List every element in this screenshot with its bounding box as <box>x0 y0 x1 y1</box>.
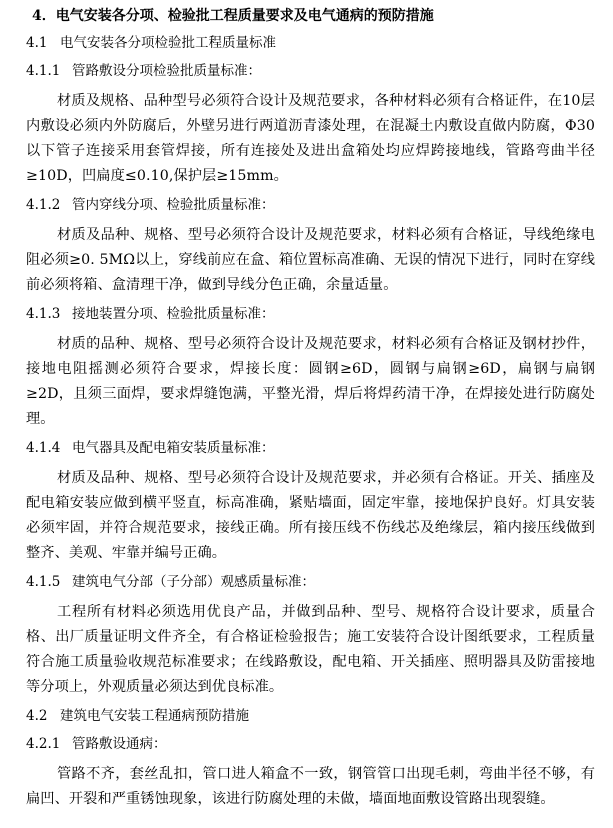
section-number: 4.2 <box>26 708 48 724</box>
section-number: 4.1.1 <box>26 63 61 79</box>
section-title: 管路敷设通病： <box>72 736 167 752</box>
section-heading-4-1-2 <box>26 195 595 215</box>
section-heading-4-2-1 <box>26 734 595 754</box>
paragraph-pipe-laying: 材质及规格、品种型号必须符合设计及规范要求，各种材料必须有合格证件，在10层内敷设必须内外防腐后，外壁另进行两道沥青漆处理，在混凝土内敷设直做内防腐，Φ30以下管子连接采用套管焊接，所有连接处及进出盒箱处均应焊跨接地线，管路弯曲半径≥10D，凹扁度≤0.10,保护层≥15mm。 <box>26 93 595 184</box>
paragraph-appliances: 材质及品种、规格、型号必须符合设计及规范要求，并必须有合格证。开关、插座及配电箱安装应做到横平竖直，标高准确，紧贴墙面，固定牢靠，接地保护良好。灯具安装必须牢固，并符合规范要求，接线正确。所有接压线不伤线芯及绝缘层，箱内接压线做到整齐、美观、牢靠并编号正确。 <box>26 470 595 561</box>
section-number: 4.1.2 <box>26 197 61 213</box>
section-heading-4-1-4 <box>26 438 595 458</box>
section-number: 4.1 <box>26 35 48 51</box>
section-number: 4.1.5 <box>26 574 61 590</box>
section-number: 4.2.1 <box>26 736 61 752</box>
section-number: 4.1.3 <box>26 306 61 322</box>
paragraph-grounding: 材质的品种、规格、型号必须符合设计及规范要求，材料必须有合格证及钢材抄件，接地电阻摇测必须符合要求，焊接长度：圆钢≥6D，圆钢与扁钢≥6D，扁钢与扁钢≥2D，且须三面焊，要求焊缝饱满，平整光滑，焊后将焊药清干净，在焊接处进行防腐处理。 <box>26 336 595 427</box>
section-title: 建筑电气安装工程通病预防措施 <box>60 708 249 724</box>
paragraph-pipe-defects: 管路不齐，套丝乱扣，管口进人箱盒不一致，钢管管口出现毛刺，弯曲半径不够，有扁凹、开裂和严重锈蚀现象，该进行防腐处理的未做，墙面地面敷设管路出现裂缝。 <box>26 766 595 807</box>
section-number: 4.1.4 <box>26 440 61 456</box>
section-heading-4-1-5 <box>26 572 595 592</box>
section-title: 电气安装各分项检验批工程质量标准 <box>60 35 276 51</box>
document-title: 4．电气安装各分项、检验批工程质量要求及电气通病的预防措施 <box>32 8 434 24</box>
section-heading-4-2 <box>26 706 595 726</box>
section-heading-4-1-3 <box>26 304 595 324</box>
paragraph-wiring: 材质及品种、规格、型号必须符合设计及规范要求，材料必须有合格证，导线绝缘电阻必须≥0. 5MΩ以上，穿线前应在盒、箱位置标高准确、无误的情况下进行，同时在穿线前必须将箱、盒清理干净，做到导线分色正确，余量适量。 <box>26 227 595 293</box>
section-title: 接地装置分项、检验批质量标准： <box>72 306 275 322</box>
section-title: 建筑电气分部（子分部）观感质量标准： <box>72 574 315 590</box>
section-title: 电气器具及配电箱安装质量标准： <box>72 440 275 456</box>
section-heading-4-1-1 <box>26 61 595 81</box>
section-title: 管路敷设分项检验批质量标准： <box>72 63 261 79</box>
paragraph-appearance: 工程所有材料必须选用优良产品，并做到品种、型号、规格符合设计要求，质量合格、出厂质量证明文件齐全，有合格证检验报告；施工安装符合设计图纸要求，工程质量符合施工质量验收规范标准要求；在线路敷设，配电箱、开关插座、照明器具及防雷接地等分项上，外观质量必须达到优良标准。 <box>26 604 595 695</box>
section-title: 管内穿线分项、检验批质量标准： <box>72 197 275 213</box>
section-heading-4-1 <box>26 33 595 53</box>
